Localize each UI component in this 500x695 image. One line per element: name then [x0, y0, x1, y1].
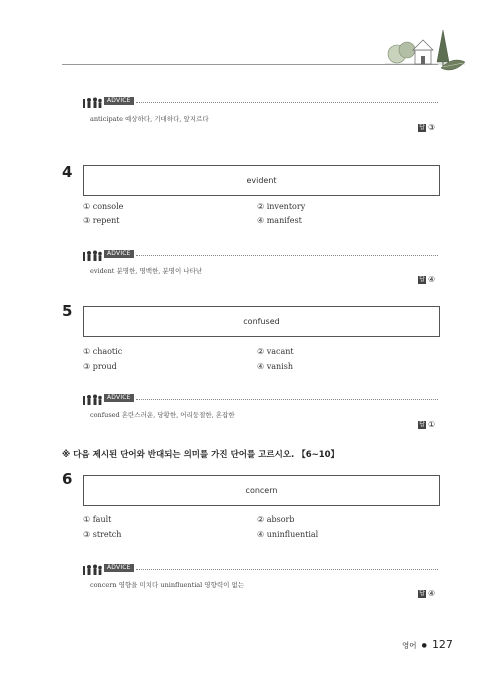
advice-text: anticipate 예상하다, 기대하다, 앞지르다 — [90, 115, 209, 123]
answer — [418, 589, 435, 598]
answer-value: ③ — [428, 123, 436, 132]
answer-value: ④ — [428, 275, 436, 284]
option-1[interactable]: ① chaotic — [83, 347, 123, 356]
advice-people-icon — [82, 96, 104, 108]
option-4[interactable]: ④ uninfluential — [257, 530, 319, 539]
option-1[interactable]: ① fault — [83, 515, 112, 524]
option-2[interactable]: ② vacant — [257, 347, 294, 356]
advice-header — [82, 249, 438, 261]
option-4[interactable]: ④ manifest — [257, 216, 302, 225]
tree-house-decoration-icon — [385, 22, 465, 74]
advice-text: evident 분명한, 명백한, 분명이 나타난 — [90, 267, 203, 275]
answer — [418, 420, 435, 429]
word-box: concern — [83, 475, 440, 506]
header-rule — [62, 64, 438, 65]
option-1[interactable]: ① console — [83, 202, 124, 211]
advice-dotted-rule — [136, 255, 438, 256]
advice-dotted-rule — [136, 569, 438, 570]
question-number: 6 — [62, 470, 73, 488]
advice-header — [82, 96, 438, 108]
footer-subject: 영어 — [402, 641, 417, 650]
option-4[interactable]: ④ vanish — [257, 362, 293, 371]
advice-text: confused 혼란스러운, 당황한, 어리둥절한, 혼잡한 — [90, 411, 235, 419]
advice-label: ADVICE — [104, 97, 134, 105]
advice-text: concern 영향을 미치다 uninfluential 영향력이 없는 — [90, 581, 245, 589]
page-number: 127 — [431, 638, 453, 651]
advice-header — [82, 393, 438, 405]
advice-label: ADVICE — [104, 250, 134, 258]
option-3[interactable]: ③ proud — [83, 362, 117, 371]
instruction: ※ 다음 제시된 단어와 반대되는 의미를 가진 단어를 고르시오. 【6~10】 — [62, 450, 340, 460]
option-3[interactable]: ③ stretch — [83, 530, 122, 539]
option-2[interactable]: ② absorb — [257, 515, 295, 524]
advice-label: ADVICE — [104, 564, 134, 572]
answer — [418, 123, 435, 132]
answer — [418, 275, 435, 284]
answer-mark: 답 — [419, 420, 425, 428]
advice-people-icon — [82, 249, 104, 261]
footer-bullet-icon: ● — [421, 642, 427, 649]
answer-mark: 답 — [419, 123, 425, 131]
answer-mark: 답 — [419, 275, 425, 283]
answer-mark: 답 — [419, 589, 425, 597]
word-box: confused — [83, 306, 440, 337]
question-number: 4 — [62, 163, 73, 181]
advice-people-icon — [82, 393, 104, 405]
advice-dotted-rule — [136, 102, 438, 103]
answer-value: ④ — [428, 589, 436, 598]
advice-header — [82, 563, 438, 575]
option-2[interactable]: ② inventory — [257, 202, 306, 211]
answer-value: ① — [428, 420, 436, 429]
option-3[interactable]: ③ repent — [83, 216, 120, 225]
word-box: evident — [83, 165, 440, 196]
question-number: 5 — [62, 302, 73, 320]
advice-dotted-rule — [136, 399, 438, 400]
advice-label: ADVICE — [104, 394, 134, 402]
advice-people-icon — [82, 563, 104, 575]
page-footer — [402, 633, 453, 652]
